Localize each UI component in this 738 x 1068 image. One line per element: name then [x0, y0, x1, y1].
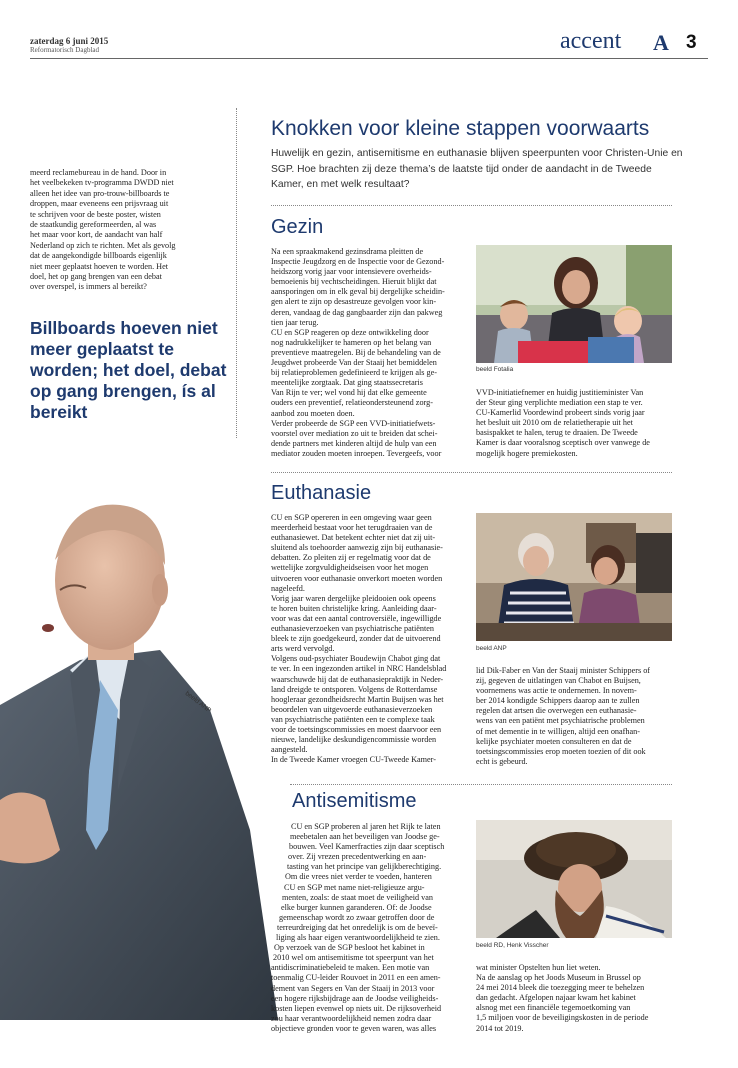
text-line: Verder probeerde de SGP een VVD-initiatiefwets- [271, 418, 436, 428]
elderly-women-photo [476, 513, 672, 641]
text-line: Na een spraakmakend gezinsdrama pleitten de [271, 247, 424, 256]
text-line: antidiscriminatiebeleid te maken. Een motie van [271, 963, 430, 973]
text-line: deren, vandaag de dag gangbaarder zijn dan pakweg [271, 307, 443, 317]
text-line: dan gedacht. Afgelopen najaar kwam het kabinet [476, 993, 636, 1003]
text-line: beoordelen van uitgevoerde euthanasieverzoeken [271, 704, 433, 714]
text-line: voorstel over mediation zo uit te breiden dat schei- [271, 428, 438, 438]
text-line: 2010 wel om antisemitisme tot speerpunt van het [273, 953, 434, 963]
text-line: een hogere rijksbijdrage aan de Joodse veiligheids- [271, 993, 439, 1003]
page-number: 3 [686, 32, 697, 53]
text-line: VVD-initiatiefnemer en huidig justitieminister Van [476, 388, 644, 397]
text-line: het veelbekeken tv-programma DWDD niet [30, 178, 174, 188]
family-reading-photo [476, 245, 672, 363]
text-line: Op verzoek van de SGP besloot het kabinet in [274, 943, 425, 953]
orthodox-man-photo [476, 820, 672, 938]
masthead-rule [30, 58, 708, 59]
text-line: In de Tweede Kamer vroegen CU-Tweede Kamer- [271, 755, 436, 765]
text-line: de staatkundig gereformeerden, al was [30, 220, 157, 230]
left-column-text [30, 168, 230, 293]
text-line: preventieve maatregelen. Bij de behandeling van de [271, 347, 441, 357]
text-line: terreurdreiging dat het onredelijk is om de beveï- [277, 922, 438, 932]
text-line: droppen, maar eveneens een prijsvraag uit [30, 199, 169, 209]
text-line: alsnog met een financiële tegemoetkoming van [476, 1003, 631, 1013]
text-line: menten, zoals: de staat moet de veiligheid van [282, 892, 433, 902]
photo-credit-rotated: beeld ANP [183, 690, 213, 715]
text-line: gemeenschap wordt zo zwaar getroffen door de [279, 912, 435, 922]
text-line: sluitend als toehoorder aanwezig zijn bij euthanasie- [271, 543, 443, 553]
text-line: waarschuwde hij dat de euthanasiepraktijk in Neder- [271, 674, 444, 684]
text-line: toenmalig CU-leider Rouvoet in 2011 en een amen- [271, 973, 441, 983]
text-line: te horen buiten christelijke kring. Aanleiding daar- [271, 603, 437, 613]
text-line: bouwen. Veel Kamerfracties zijn daar sceptisch [289, 842, 445, 852]
article-title: Knokken voor kleine stappen voorwaarts [271, 117, 650, 140]
text-line: tien jaar terug. [271, 317, 319, 327]
text-line: nog nadrukkelijker te hameren op het belang van [271, 337, 432, 347]
text-line: der Steur ging verplichte mediation een stap te ver. [476, 398, 643, 408]
text-line: kosten liepen evenwel op niets uit. De rijksoverheid [271, 1003, 442, 1013]
text-line: over. Zij vrezen precedentwerking en aan- [288, 852, 427, 862]
section-name: accent [560, 28, 622, 54]
text-line: voor was dat een aantal controversiële, ingewilligde [271, 613, 442, 623]
photo-caption-antisemitisme: beeld RD, Henk Visscher [476, 942, 549, 949]
text-line: aansporingen om in elk geval bij dergelijke scheidin- [271, 287, 445, 297]
text-line: Na de aanslag op het Joods Museum in Brussel op [476, 973, 641, 983]
text-line: aanbod zou moeten doen. [271, 408, 355, 418]
text-line: Vorig jaar waren dergelijke pleidooien ook opeens [271, 593, 436, 603]
euthanasie-text-col2 [476, 666, 676, 767]
text-line: alleen het idee van pro-trouw-billboards te [30, 188, 170, 198]
section-heading-antisemitisme: Antisemitisme [292, 790, 417, 812]
text-line: bleek te zijn goedgekeurd, zonder dat de uitvoerend [271, 634, 441, 644]
text-line: basispakket te halen, terug te draaien. De Tweede [476, 428, 638, 438]
text-line: CU en SGP proberen al jaren het Rijk te laten [291, 822, 441, 831]
text-line: zij, gegeven de uitlatingen van Chabot en Buijsen, [476, 676, 641, 686]
text-line: regelen dat artsen die overwegen een euthanasie- [476, 706, 637, 716]
text-line: mogelijk hogere premiekosten. [476, 448, 578, 458]
text-line: euthanasieverzoeken van psychiatrische patiënten [271, 624, 434, 634]
text-line: objectieve gronden voor te geven waren, was alles [271, 1023, 437, 1033]
text-line: liging als haar eigen verantwoordelijkheid te zien. [276, 933, 440, 943]
text-line: het besluit uit 2010 om de relatietherapie uit het [476, 418, 633, 428]
pull-quote: Billboards hoeven niet meer geplaatst te worden; het doel, debat op gang brengen, ís al bereikt [30, 318, 227, 422]
text-line: bemoeienis bij vechtscheidingen. Hieruit blijkt dat [271, 277, 437, 287]
text-line: Kamer is daar vooralsnog sceptisch over vanwege de [476, 438, 650, 448]
text-line: CU en SGP met name niet-religieuze argu- [284, 882, 425, 892]
text-line: Nederland op zich te richten. Met als gevolg [30, 240, 176, 250]
text-line: Van Rijn te ver; wel vond hij dat elke gemeente [271, 388, 427, 398]
euthanasie-text-col1 [271, 513, 471, 765]
text-line: 2014 tot 2019. [476, 1023, 524, 1033]
text-line: te ver. In een ingezonden artikel in NRC Handelsblad [271, 664, 447, 674]
text-line: het maar voor kort, de aandacht van half [30, 230, 163, 240]
column-divider [236, 108, 237, 438]
text-line: nageleefd. [271, 583, 305, 593]
text-line: CU en SGP reageren op deze ontwikkeling door [271, 327, 429, 337]
text-line: uitvoeren voor euthanasie onverkort moeten worden [271, 573, 443, 583]
text-line: kelijke psychiater moeten consulteren en dat de [476, 736, 632, 746]
antisemitisme-text-col1 [271, 822, 477, 1034]
text-line: debatten. Zo pleiten zij er regelmatig voor dat de [271, 553, 431, 563]
article-intro: Huwelijk en gezin, antisemitisme en euthanasie blijven speerpunten voor Christen-Unie en SGP. Hoe brachten zij deze thema’s de laatste tijd onder de aandacht in de Tweede Kamer, en met welk resultaat? [271, 148, 683, 190]
text-line: bij relatieproblemen gedefinieerd te krijgen als ge- [271, 368, 437, 378]
section-heading-euthanasie: Euthanasie [271, 482, 372, 504]
text-line: niet meer geplaatst hoeven te worden. Het [30, 261, 168, 271]
text-line: wat minister Opstelten hun liet weten. [476, 963, 601, 972]
text-line: gen alert te zijn op desastreuze gevolgen voor kin- [271, 297, 437, 307]
text-line: echt is gebeurd. [476, 756, 528, 766]
text-line: doel, het op gang brengen van een debat [30, 272, 162, 282]
section-divider [290, 784, 672, 785]
text-line: Om die vrees niet verder te voeden, hanteren [285, 872, 432, 882]
text-line: meerd reclamebureau in de hand. Door in [30, 168, 167, 177]
text-line: voor de toetsingscommissies en moest daarvoor een [271, 724, 442, 734]
text-line: over overspel, is immers al bereikt? [30, 282, 147, 292]
text-line: Inspectie Jeugdzorg en de Inspectie voor de Gezond- [271, 257, 445, 267]
text-line: ber 2014 kondigde Schippers daarop aan te zullen [476, 696, 640, 706]
text-line: meerderheid bestaat voor het terugdraaien van de [271, 523, 433, 533]
text-line: arts werd vervolgd. [271, 644, 335, 654]
text-line: zou haar verantwoordelijkheid nemen zodra daar [271, 1013, 432, 1023]
text-line: land dreigde te ontsporen. Volgens de Rotterdamse [271, 684, 438, 694]
text-line: heidszorg vorig jaar voor intensievere overheids- [271, 267, 432, 277]
text-line: toetsingscommissies erop moeten toezien of dit ook [476, 746, 646, 756]
text-line: wettelijke zorgvuldigheidseisen voor het mogen [271, 563, 429, 573]
text-line: lid Dik-Faber en Van der Staaij minister Schippers of [476, 666, 651, 675]
text-line: wens van een patiënt met psychiatrische problemen [476, 716, 645, 726]
text-line: 1,5 miljoen voor de beveiligingskosten in de periode [476, 1013, 649, 1023]
text-line: voornemens was actie te ondernemen. In novem- [476, 686, 637, 696]
photo-caption-gezin: beeld Fotalia [476, 366, 514, 373]
section-heading-gezin: Gezin [271, 216, 324, 238]
text-line: dende partners met kinderen altijd de hulp van een [271, 438, 437, 448]
text-line: meentelijke zorgtaak. Dat ging staatssecretaris [271, 378, 423, 388]
section-logo: A [653, 30, 669, 55]
text-line: Volgens oud-psychiater Boudewijn Chabot ging dat [271, 654, 441, 664]
text-line: van psychiatrische patiënten een te complexe taak [271, 714, 435, 724]
text-line: elke burger kunnen garanderen. Of: de Joodse [281, 902, 432, 912]
section-divider [271, 205, 672, 206]
text-line: te schrijven voor de beste poster, wisten [30, 209, 161, 219]
text-line: CU-Kamerlid Voordewind probeert sinds vorig jaar [476, 408, 645, 418]
gezin-text-col2 [476, 388, 676, 459]
text-line: of met dementie in te willigen, altijd een onafhan- [476, 726, 640, 736]
text-line: mediator zouden moeten inroepen. Tevergeefs, voor [271, 448, 442, 458]
photo-caption-euthanasie: beeld ANP [476, 645, 507, 652]
text-line: tasting van het principe van gelijkberechtiging. [287, 862, 442, 872]
text-line: aangesteld. [271, 745, 308, 755]
text-line: 24 mei 2014 bleek die toezegging meer te behelzen [476, 983, 645, 993]
text-line: CU en SGP opereren in een omgeving waar geen [271, 513, 432, 522]
text-line: dement van Segers en Van der Staaij in 2013 voor [271, 983, 435, 993]
text-line: Jeugdwet probeerde Van der Staaij het bemiddelen [271, 358, 437, 368]
antisemitisme-text-col2 [476, 963, 676, 1034]
politician-portrait-photo [0, 500, 278, 1030]
text-line: nieuwe, landelijke deskundigencommissie worden [271, 735, 437, 745]
newspaper-name: Reformatorisch Dagblad [30, 46, 100, 54]
text-line: dat de aangekondigde billboards eigenlijk [30, 251, 167, 261]
text-line: ouders een preventief, relatieondersteunend zorg- [271, 398, 433, 408]
gezin-text-col1 [271, 247, 471, 459]
issue-date: zaterdag 6 juni 2015 [30, 36, 109, 46]
text-line: hoogleraar gezondheidsrecht Martin Buijsen was het [271, 694, 444, 704]
section-divider [271, 472, 672, 473]
text-line: meebetalen aan het beveiligen van Joodse ge- [290, 832, 440, 842]
text-line: euthanasiewet. Dat betekent echter niet dat zij uit- [271, 533, 436, 543]
